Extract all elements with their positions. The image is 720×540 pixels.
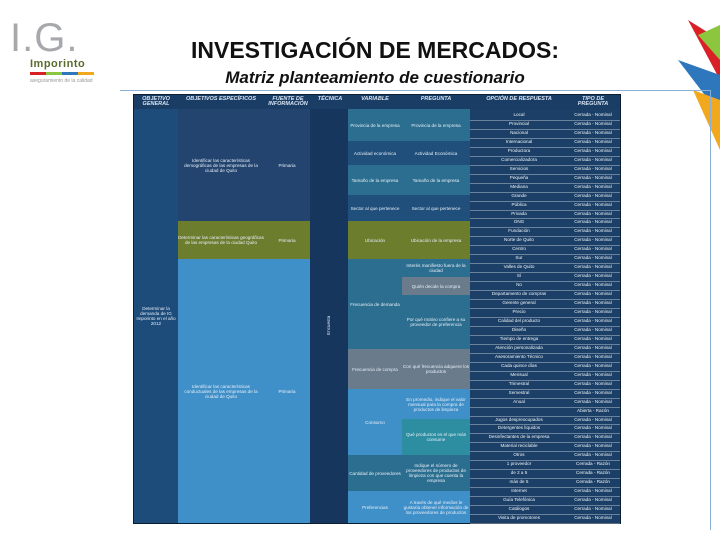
divider-horizontal [120, 90, 710, 91]
question-4 [402, 195, 470, 221]
header-specific: OBJETIVOS ESPECÍFICOS [186, 96, 256, 102]
option-answer: más de 5 [509, 479, 529, 485]
option-answer: Fundación [508, 228, 530, 234]
question-4-text: Sector al que pertenece [411, 205, 461, 211]
header-general: OBJETIVO GENERAL [142, 96, 170, 107]
option-type: Cerrada - Nominal [574, 443, 612, 449]
question-5-text: Ubicación de la empresa [410, 237, 462, 243]
option-answer: Pública [511, 201, 527, 207]
header-option: OPCIÓN DE RESPUESTA [486, 96, 552, 102]
option-type: Cerrada - Nominal [574, 273, 612, 279]
option-type: Cerrada - Nominal [574, 138, 612, 144]
variable-1-text: Provincia de la empresa [350, 122, 400, 128]
option-answer: Tiempo de entrega [499, 335, 539, 341]
company-logo [10, 18, 100, 90]
question-6-text: Interés manifiesto fuera de la ciudad [406, 263, 466, 273]
variable-10-text: Consumo [365, 419, 385, 425]
option-type: Cerrada - Nominal [574, 515, 612, 521]
question-6 [402, 259, 470, 277]
option-type: Cerrada - Nominal [574, 210, 612, 216]
option-type: Cerrada - Nominal [574, 165, 612, 171]
option-answer: Servicios [509, 165, 529, 171]
option-answer: Visita de promotores [497, 515, 541, 521]
option-answer: Jugos despreocupados [495, 416, 543, 422]
option-type: Cerrada - Razón [576, 461, 610, 467]
option-answer: 1 proveedor [506, 461, 532, 467]
source-3-text: Primaria [278, 388, 296, 394]
variable-13 [348, 491, 402, 523]
specific-objective-2-text: Determinar las características geográficas de las empresas de la ciudad Quito [178, 235, 264, 245]
option-type: Cerrada - Nominal [574, 219, 612, 225]
question-2 [402, 141, 470, 165]
option-answer: Sur [515, 255, 523, 261]
variable-3 [348, 165, 402, 195]
option-type: Cerrada - Nominal [574, 246, 612, 252]
option-type: Cerrada - Nominal [574, 326, 612, 332]
source-3 [264, 259, 310, 523]
option-type: Cerrada - Nominal [574, 156, 612, 162]
option-answer: Atención personalizada [495, 344, 543, 350]
question-9 [402, 349, 470, 389]
variable-12-text: Cantidad de proveedores [349, 470, 401, 476]
option-type: Cerrada - Nominal [574, 434, 612, 440]
variable-13-text: Preferencias [362, 504, 388, 510]
option-type: Cerrada - Razón [576, 479, 610, 485]
option-type: Cerrada - Nominal [574, 488, 612, 494]
option-type: Cerrada - Nominal [574, 309, 612, 315]
option-answer: Precio [512, 309, 526, 315]
option-answer: Pequeña [509, 174, 529, 180]
source-1-text: Primaria [278, 162, 296, 168]
question-10 [402, 389, 470, 419]
variable-10 [348, 389, 402, 455]
question-1-text: Provincia de la empresa [411, 122, 461, 128]
option-answer: Comercializadora [501, 156, 537, 162]
option-answer: Cada quince días [501, 362, 537, 368]
question-8 [402, 295, 470, 349]
option-answer: Provincial [509, 120, 529, 126]
option-answer: Mediana [510, 183, 528, 189]
specific-objective-2 [178, 221, 264, 259]
question-12-text: Indique el número de proveedores de productos de limpieza con que cuenta la empresa [406, 463, 466, 483]
option-answer: Productora [507, 147, 531, 153]
option-type: Cerrada - Nominal [574, 425, 612, 431]
option-answer: Grande [511, 192, 527, 198]
option-type: Cerrada - Nominal [574, 389, 612, 395]
variable-4-text: Sector al que pertenece [350, 205, 400, 211]
option-row-divider [470, 523, 620, 524]
option-type: Cerrada - Nominal [574, 335, 612, 341]
variable-6-text: Frecuencia de demanda [350, 301, 400, 307]
option-type: Abierta - Razón [577, 407, 609, 413]
option-answer: Gerente general [502, 300, 536, 306]
option-type: Cerrada - Nominal [574, 147, 612, 153]
option-answer: Calidad del producto [497, 318, 541, 323]
option-type: Cerrada - Nominal [574, 452, 612, 458]
option-type: Cerrada - Nominal [574, 255, 612, 261]
source-1 [264, 109, 310, 221]
variable-5 [348, 221, 402, 259]
option-type: Cerrada - Nominal [574, 398, 612, 404]
option-type: Cerrada - Nominal [574, 120, 612, 126]
question-3-text: Tamaño de la empresa [412, 177, 460, 183]
specific-objective-3-text: Identificar las características conductuales de las empresas de la ciudad de Quito [184, 383, 258, 399]
option-answer: Trimestral [508, 380, 530, 386]
option-type: Cerrada - Nominal [574, 129, 612, 135]
question-10-text: En promedio, indique el valor mensual para la compra de productos de limpieza [406, 396, 466, 412]
option-answer: Sí [516, 273, 522, 279]
option-type: Cerrada - Nominal [574, 380, 612, 386]
specific-objective-1 [178, 109, 264, 221]
question-5 [402, 221, 470, 259]
option-type: Cerrada - Nominal [574, 353, 612, 359]
option-type: Cerrada - Nominal [574, 362, 612, 368]
option-type: Cerrada - Nominal [574, 264, 612, 270]
source-2 [264, 221, 310, 259]
question-7-text: Quién decide la compra [411, 283, 461, 289]
variable-12 [348, 455, 402, 491]
option-answer: Guía Telefónica [503, 497, 535, 503]
matrix-header-row [134, 95, 620, 109]
variable-9 [348, 349, 402, 389]
option-answer: de 2 a 5 [510, 470, 528, 476]
option-answer: Desinfectantes de la empresa [488, 434, 550, 440]
variable-1 [348, 109, 402, 141]
option-answer: ONG [513, 219, 525, 225]
option-type: Cerrada - Nominal [574, 344, 612, 350]
option-answer: Valles de Quito [503, 264, 535, 270]
variable-4 [348, 195, 402, 221]
general-objective-cell [134, 109, 178, 523]
variable-2-text: Actividad económica [353, 150, 397, 156]
option-answer: Internacional [505, 138, 533, 144]
variable-9-text: Frecuencia de compra [352, 366, 398, 372]
header-technique: TÉCNICA [317, 96, 343, 102]
option-answer: Centro [512, 246, 526, 252]
variable-5-text: Ubicación [364, 237, 386, 243]
option-answer: Material reciclable [500, 443, 538, 449]
header-source: FUENTE DE INFORMACIÓN [268, 96, 308, 107]
variable-2 [348, 141, 402, 165]
option-type: Cerrada - Nominal [574, 300, 612, 306]
header-type: TIPO DE PREGUNTA [577, 96, 609, 107]
specific-objective-1-text: Identificar las características demográficas de las empresas de la ciudad de Quito [184, 157, 258, 173]
variable-6 [348, 259, 402, 349]
option-type: Cerrada - Razón [576, 470, 610, 476]
option-type: Cerrada - Nominal [574, 282, 612, 288]
option-type: Cerrada - Nominal [574, 497, 612, 503]
option-type: Cerrada - Nominal [574, 112, 612, 117]
option-answer: Anual [513, 398, 525, 404]
option-answer: Otros [513, 452, 525, 458]
question-2-text: Actividad Económica [414, 150, 458, 156]
option-type: Cerrada - Nominal [574, 228, 612, 234]
option-type: Cerrada - Nominal [574, 371, 612, 377]
logo-mark: I.G. [10, 16, 79, 60]
option-type: Cerrada - Nominal [574, 183, 612, 189]
option-answer: No [516, 282, 522, 288]
option-type: Cerrada - Nominal [574, 201, 612, 207]
logo-name: Imporinto [30, 58, 86, 70]
option-type: Cerrada - Nominal [574, 318, 612, 323]
question-8-text: Por qué motivo confiere a su proveedor de preferencia [406, 317, 466, 327]
option-answer: Norte de Quito [504, 237, 534, 243]
question-3 [402, 165, 470, 195]
option-answer: Diseño [511, 326, 527, 332]
header-variable: VARIABLE [361, 96, 389, 102]
option-answer: Semestral [508, 389, 530, 395]
question-1 [402, 109, 470, 141]
option-answer: Internet [511, 488, 527, 494]
option-answer: Departamento de compras [491, 291, 547, 297]
question-11 [402, 419, 470, 455]
specific-objective-3 [178, 259, 264, 523]
option-type: Cerrada - Nominal [574, 174, 612, 180]
logo-tagline: aseguramiento de la calidad [30, 78, 93, 84]
header-question: PREGUNTA [420, 96, 452, 102]
question-13-text: A través de qué medios le gustaría obtener información de los proveedores de productos [403, 499, 469, 515]
question-7 [402, 277, 470, 295]
option-answer: Local [513, 112, 525, 117]
questionnaire-matrix [133, 94, 621, 524]
option-type: Cerrada - Nominal [574, 192, 612, 198]
technique-text: Encuesta [326, 315, 331, 335]
question-9-text: Con qué frecuencia adquiere los productos [402, 364, 470, 374]
page-title: INVESTIGACIÓN DE MERCADOS: [190, 37, 560, 63]
question-12 [402, 455, 470, 491]
divider-vertical [710, 90, 711, 530]
option-answer: Nacional [510, 129, 528, 135]
variable-3-text: Tamaño de la empresa [351, 177, 399, 183]
page-subtitle: Matriz planteamiento de cuestionario [225, 68, 525, 87]
option-answer: Detergentes líquidos [497, 425, 541, 431]
logo-color-bar [30, 72, 94, 75]
option-answer: Mensual [510, 371, 528, 377]
question-11-text: Qué productos es el que más consume [405, 432, 466, 442]
option-type: Cerrada - Nominal [574, 416, 612, 422]
option-type: Cerrada - Nominal [574, 291, 612, 297]
option-type: Cerrada - Nominal [574, 237, 612, 243]
option-type: Cerrada - Nominal [574, 506, 612, 512]
general-objective-text: Determinar la demanda de IG Imporinto en el año 2012 [136, 306, 176, 326]
option-answer: Catálogos [508, 506, 530, 512]
option-answer: Asesoramiento Técnico [495, 353, 543, 359]
question-13 [402, 491, 470, 523]
source-2-text: Primaria [278, 237, 296, 243]
option-answer: Privada [511, 210, 527, 216]
corner-decoration [668, 20, 720, 150]
